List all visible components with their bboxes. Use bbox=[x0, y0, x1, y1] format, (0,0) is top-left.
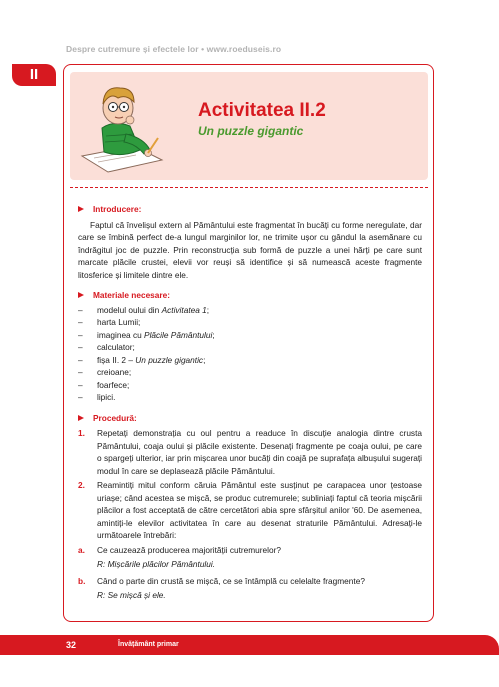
activity-content bbox=[78, 203, 422, 606]
question-text: Când o parte din crustă se mișcă, ce se întâmplă cu celelalte fragmente? bbox=[97, 575, 365, 586]
activity-title: Activitatea II.2 bbox=[198, 100, 326, 121]
list-item: – modelul oului din Activitatea 1; bbox=[78, 304, 210, 315]
step-number: 2. bbox=[78, 480, 85, 490]
list-item: – creioane; bbox=[78, 367, 132, 377]
footer-label: Învățământ primar bbox=[118, 641, 179, 648]
step-text: Reamintiți mitul conform căruia Pământul este susținut pe carapacea unor țestoase uriașe; când acestea se mișcă, se produc cutremurele; subliniați faptul că teoria mișcării plăcilor a fost acceptată de către cercetători abia spre sfârșitul anilor '60. De asemenea, amintiți-le elevilor activitatea în care au desenat straturile Pământului. Adresați-le următoarele întrebări: bbox=[97, 480, 422, 540]
procedure-heading bbox=[78, 412, 422, 425]
triangle-arrow-icon bbox=[78, 206, 84, 212]
dash-marker: – bbox=[78, 304, 83, 315]
answer-text: R: Se mișcă și ele. bbox=[97, 590, 166, 600]
procedure-step bbox=[78, 479, 422, 542]
dash-marker: – bbox=[78, 354, 83, 365]
answer-text: R: Mișcările plăcilor Pământului. bbox=[97, 559, 216, 569]
step-number: 1. bbox=[78, 428, 85, 438]
running-header: Despre cutremure și efectele lor • www.roeduseis.ro bbox=[66, 44, 282, 54]
page-number: 32 bbox=[66, 640, 77, 650]
question-letter: b. bbox=[78, 575, 86, 586]
list-item: – calculator; bbox=[78, 342, 135, 352]
activity-subtitle: Un puzzle gigantic bbox=[198, 124, 304, 138]
materials-heading-label: Materiale necesare: bbox=[93, 290, 171, 300]
list-item: – imaginea cu Plăcile Pământului; bbox=[78, 329, 215, 340]
materials-list bbox=[78, 304, 422, 404]
question-text: Ce cauzează producerea majorității cutremurelor? bbox=[97, 544, 282, 555]
question-item bbox=[78, 575, 422, 588]
dash-marker: – bbox=[78, 379, 83, 390]
intro-paragraph: Faptul că învelișul extern al Pământului este fragmentat în bucăți cu forme neregulate, dar care se îmbină perfect de-a lungul marginilor lor, ne trimite ușor cu gândul la asemănare cu îndrăgitul joc de puzzle. Prin reconstrucția sub formă de puzzle a unei hărți pe care sunt marcate plăcile crustei, elevii vor reuși să identifice și să numească aceste fragmente litosferice și limitele dintre ele. bbox=[78, 219, 422, 280]
section-divider bbox=[70, 187, 428, 188]
materials-heading bbox=[78, 289, 422, 302]
procedure-heading-label: Procedură: bbox=[93, 412, 137, 423]
triangle-arrow-icon bbox=[78, 415, 84, 421]
procedure-questions bbox=[78, 575, 422, 588]
dash-marker: – bbox=[78, 329, 83, 340]
dash-marker: – bbox=[78, 392, 83, 402]
procedure-step bbox=[78, 427, 422, 477]
list-item: – harta Lumii; bbox=[78, 317, 141, 327]
intro-heading bbox=[78, 203, 422, 216]
chapter-tab: II bbox=[12, 64, 56, 86]
dash-marker: – bbox=[78, 317, 83, 327]
triangle-arrow-icon bbox=[78, 292, 84, 298]
procedure-steps bbox=[78, 427, 422, 556]
intro-heading-label: Introducere: bbox=[93, 204, 142, 214]
dash-marker: – bbox=[78, 342, 83, 352]
activity-title-box bbox=[70, 72, 428, 180]
dash-marker: – bbox=[78, 367, 83, 377]
step-text: Repetați demonstrația cu oul pentru a readuce în discuție analogia dintre crusta Pământului, coaja oului și plăcile existente. Desenați fragmente pe coaja oului, pe care o spargeți ulterior, iar prin mișcarea unor bucăți din coajă pe suprafața albușului sugerați modul în care se deplasează plăcile Pământului. bbox=[97, 428, 422, 476]
question-item bbox=[78, 544, 422, 557]
list-item: – foarfece; bbox=[78, 379, 130, 390]
list-item: – fișa II. 2 – Un puzzle gigantic; bbox=[78, 354, 206, 365]
list-item: – lipici. bbox=[78, 392, 116, 402]
child-writing-illustration bbox=[74, 76, 174, 176]
question-letter: a. bbox=[78, 544, 85, 555]
